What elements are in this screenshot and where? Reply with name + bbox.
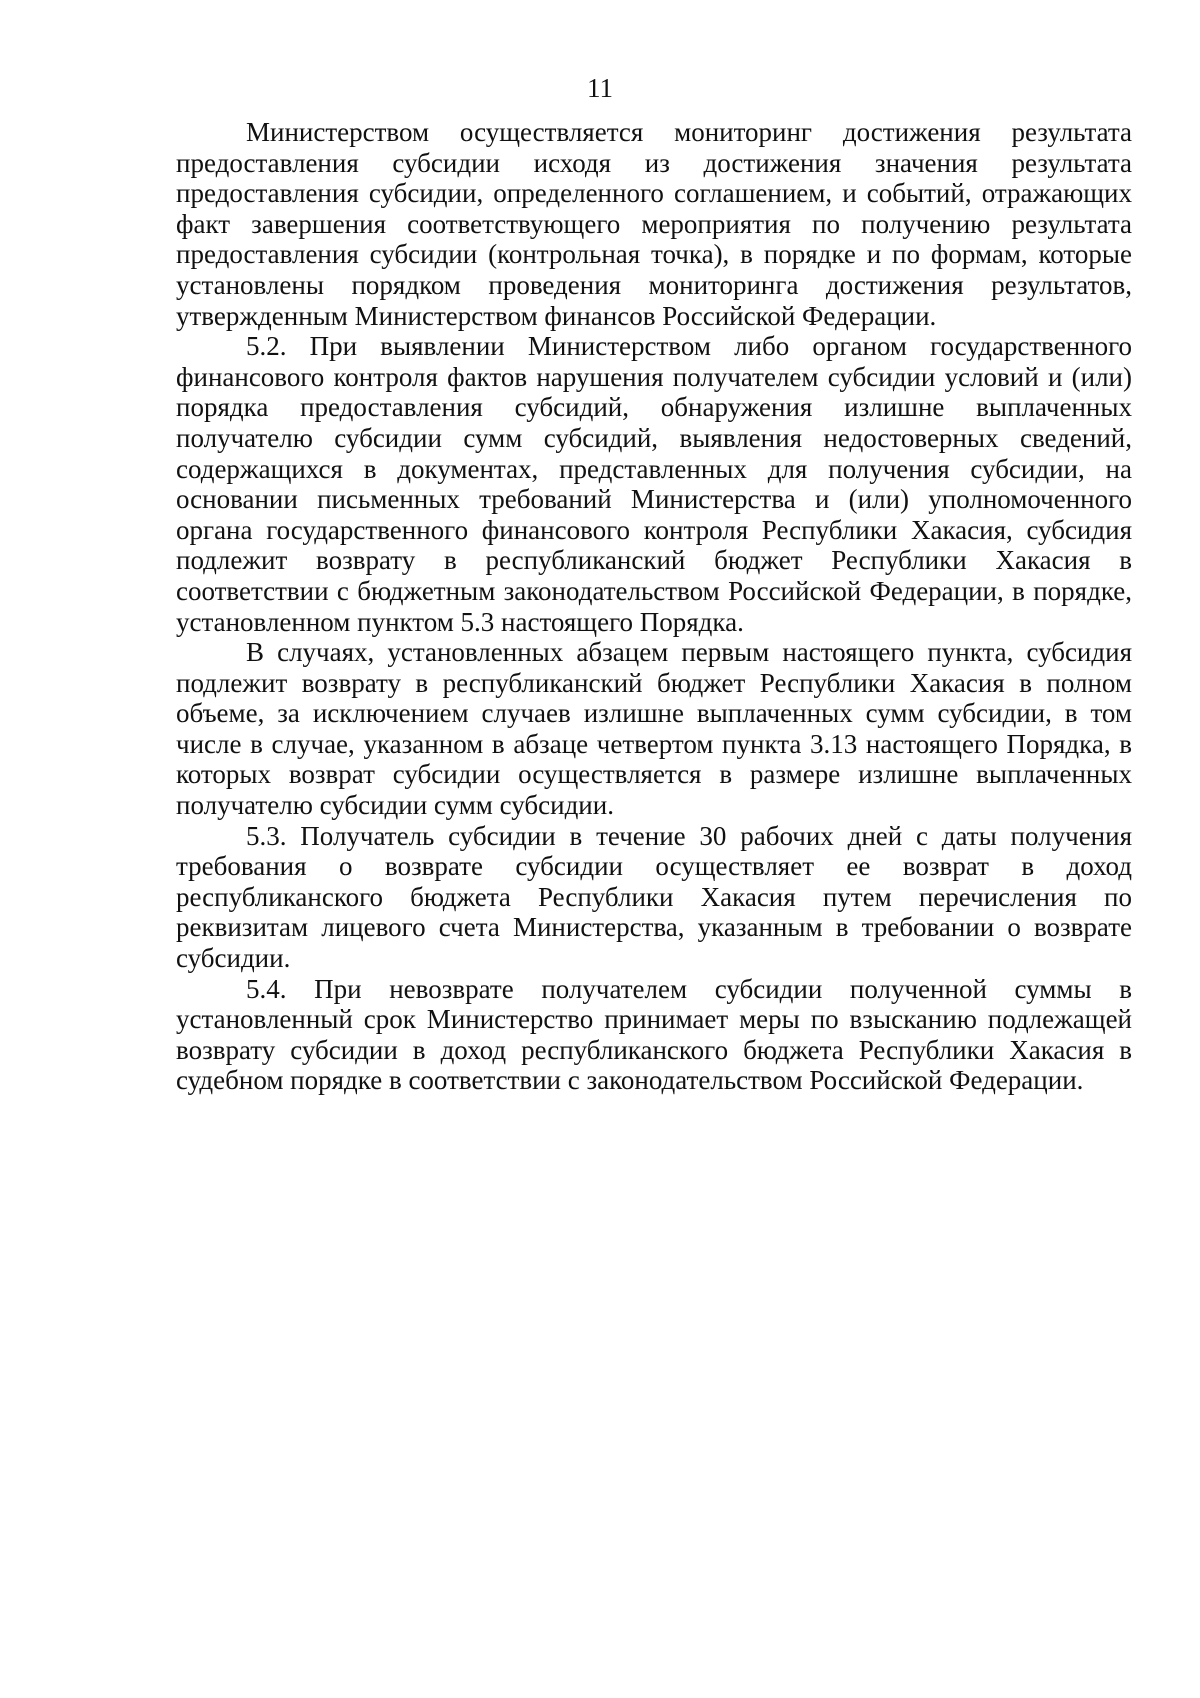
paragraph-5-2-return-cases: В случаях, установленных абзацем первым настоящего пункта, субсидия подлежит возврату в республиканский бюджет Республики Хакасия в полном объеме, за исключением случаев излишне выплаченных сумм субсидии, в том числе в случае, указанном в абзаце четвертом пункта 3.13 настоящего Порядка, в которых возврат субсидии осуществляется в размере излишне выплаченных получателю субсидии сумм субсидии. xyxy=(176,637,1132,821)
document-body xyxy=(176,117,1132,1096)
paragraph-monitoring: Министерством осуществляется мониторинг достижения результата предоставления субсидии исходя из достижения значения результата предоставления субсидии, определенного соглашением, и событий, отражающих факт завершения соответствующего мероприятия по получению результата предоставления субсидии (контрольная точка), в порядке и по формам, которые установлены порядком проведения мониторинга достижения результатов, утвержденным Министерством финансов Российской Федерации. xyxy=(176,117,1132,331)
paragraph-5-4: 5.4. При невозврате получателем субсидии полученной суммы в установленный срок Министерство принимает меры по взысканию подлежащей возврату субсидии в доход республиканского бюджета Республики Хакасия в судебном порядке в соответствии с законодательством Российской Федерации. xyxy=(176,973,1132,1096)
paragraph-5-2: 5.2. При выявлении Министерством либо органом государственного финансового контроля фактов нарушения получателем субсидии условий и (или) порядка предоставления субсидий, обнаружения излишне выплаченных получателю субсидии сумм субсидий, выявления недостоверных сведений, содержащихся в документах, представленных для получения субсидии, на основании письменных требований Министерства и (или) уполномоченного органа государственного финансового контроля Республики Хакасия, субсидия подлежит возврату в республиканский бюджет Республики Хакасия в соответствии с бюджетным законодательством Российской Федерации, в порядке, установленном пунктом 5.3 настоящего Порядка. xyxy=(176,331,1132,637)
page-number: 11 xyxy=(587,73,613,103)
paragraph-5-3: 5.3. Получатель субсидии в течение 30 рабочих дней с даты получения требования о возврате субсидии осуществляет ее возврат в доход республиканского бюджета Республики Хакасия путем перечисления по реквизитам лицевого счета Министерства, указанным в требовании о возврате субсидии. xyxy=(176,820,1132,974)
